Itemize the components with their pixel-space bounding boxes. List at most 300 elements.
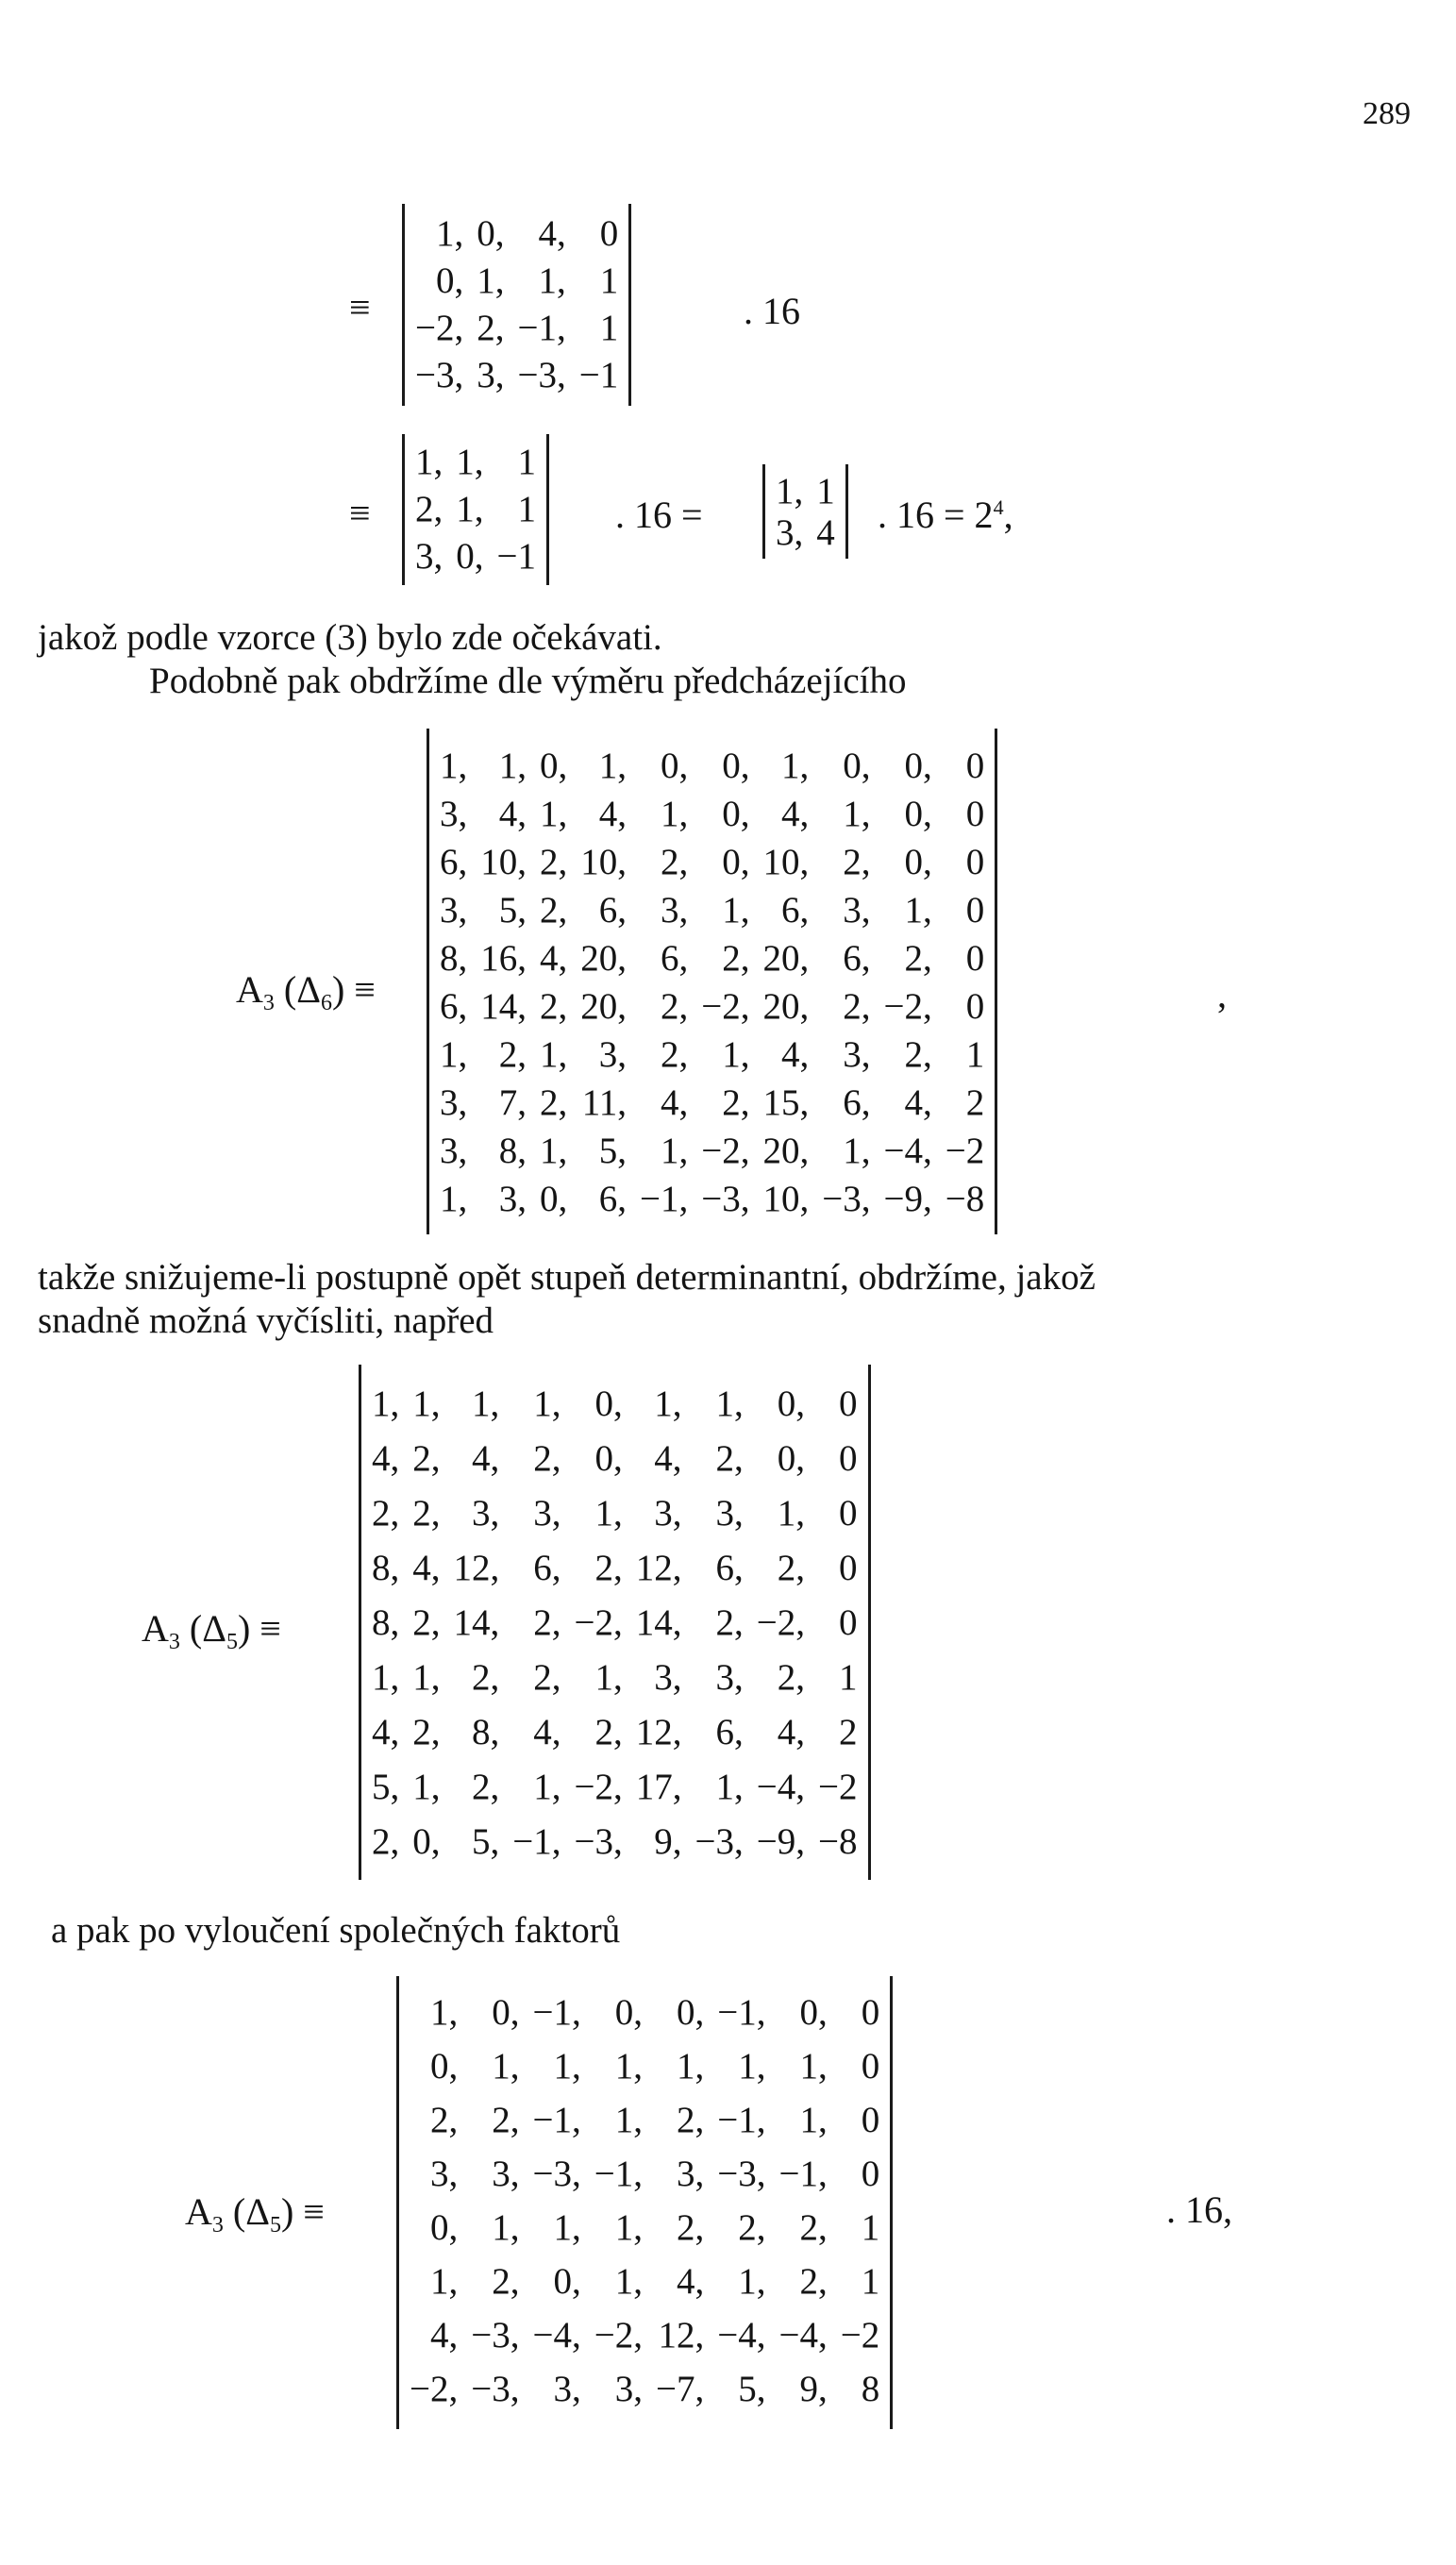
matrix-cell: 12, — [658, 2315, 705, 2355]
matrix-cell: 8, — [472, 1711, 500, 1752]
matrix-cell: −1, — [512, 1820, 561, 1862]
exponent: 4 — [993, 495, 1004, 519]
matrix-cell: 1, — [722, 890, 750, 930]
matrix-cell: 0 — [965, 746, 985, 786]
matrix-cell: 0, — [477, 212, 505, 254]
matrix-row — [396, 2093, 893, 2147]
matrix-row — [402, 257, 631, 304]
matrix-cell: 6, — [715, 1547, 744, 1588]
matrix-cell: 0, — [540, 1179, 568, 1219]
matrix-row — [396, 1986, 893, 2039]
matrix-cell: 17, — [635, 1766, 682, 1807]
matrix-cell: 1, — [472, 1383, 500, 1424]
matrix-cell: 2, — [430, 2100, 459, 2140]
matrix-cell: 6, — [440, 986, 468, 1027]
matrix-cell: 3, — [553, 2369, 581, 2409]
eq2-result: . $16 = 2^4$, — [878, 494, 1013, 536]
matrix-cell: −1, — [532, 1992, 581, 2033]
matrix-cell: 2, — [498, 1034, 527, 1075]
matrix-cell: 1, — [430, 1992, 459, 2033]
matrix-cell: 6, — [440, 842, 468, 882]
matrix-cell: 1, — [372, 1656, 400, 1698]
matrix-row — [762, 470, 848, 511]
matrix-cell: −4, — [756, 1766, 805, 1807]
matrix-cell: 4, — [538, 212, 566, 254]
matrix-cell: 2, — [738, 2207, 766, 2248]
matrix-cell: 4, — [677, 2261, 705, 2302]
matrix-cell: 1, — [436, 212, 464, 254]
matrix-cell: 0 — [861, 2100, 880, 2140]
matrix-cell: 3, — [440, 1082, 468, 1123]
matrix-cell: 1 — [599, 260, 619, 301]
matrix-cell: 1 — [839, 1656, 858, 1698]
matrix-cell: 4, — [412, 1547, 441, 1588]
matrix-cell: 2, — [540, 890, 568, 930]
matrix-cell: 1, — [372, 1383, 400, 1424]
matrix-cell: −1, — [517, 307, 566, 348]
page-number: 289 — [1363, 96, 1411, 131]
determinant-3 — [427, 729, 997, 1234]
matrix-cell: 1, — [412, 1383, 441, 1424]
matrix-cell: 4 — [816, 511, 835, 553]
matrix-cell: 3, — [492, 2154, 520, 2194]
matrix-cell: −2 — [818, 1766, 858, 1807]
matrix-cell: 2, — [777, 1547, 805, 1588]
matrix-cell: 0, — [456, 535, 484, 577]
determinant-1 — [402, 204, 631, 406]
matrix-cell: −2, — [574, 1766, 623, 1807]
matrix-cell: 1, — [661, 794, 689, 834]
matrix-row — [396, 2362, 893, 2416]
matrix-cell: 2, — [412, 1711, 441, 1752]
matrix-cell: 2, — [412, 1601, 441, 1643]
matrix-cell: 1 — [965, 1034, 985, 1075]
matrix-cell: 2, — [722, 1082, 750, 1123]
matrix-cell: 4, — [777, 1711, 805, 1752]
matrix-cell: 2, — [533, 1601, 561, 1643]
matrix-cell: 3, — [677, 2154, 705, 2194]
matrix-cell: 2, — [677, 2207, 705, 2248]
matrix-cell: 4, — [498, 794, 527, 834]
matrix-cell: 2, — [777, 1656, 805, 1698]
matrix-cell: 1, — [492, 2207, 520, 2248]
matrix-cell: 0, — [722, 842, 750, 882]
matrix-cell: 5, — [738, 2369, 766, 2409]
matrix-cell: 0, — [677, 1992, 705, 2033]
matrix-cell: 1, — [540, 1034, 568, 1075]
determinant-4 — [359, 1365, 871, 1880]
matrix-cell: 16, — [480, 938, 527, 979]
matrix-cell: 6, — [715, 1711, 744, 1752]
matrix-cell: 0, — [843, 746, 871, 786]
matrix-cell: 1, — [553, 2046, 581, 2087]
matrix-cell: 1, — [412, 1656, 441, 1698]
matrix-cell: 2, — [715, 1601, 744, 1643]
matrix-row — [402, 532, 549, 579]
matrix-cell: −3, — [415, 354, 464, 395]
determinant-2b — [762, 464, 848, 559]
matrix-cell: 0 — [839, 1601, 858, 1643]
matrix-cell: 1, — [799, 2100, 828, 2140]
matrix-cell: 1, — [538, 260, 566, 301]
matrix-cell: 3, — [661, 890, 689, 930]
matrix-cell: 2, — [540, 842, 568, 882]
matrix-row — [762, 511, 848, 553]
matrix-cell: 4, — [372, 1437, 400, 1479]
matrix-cell: 1, — [715, 1766, 744, 1807]
matrix-cell: 1, — [553, 2207, 581, 2248]
matrix-cell: 1, — [904, 890, 932, 930]
matrix-cell: 2, — [412, 1492, 441, 1534]
matrix-cell: 1, — [843, 1131, 871, 1171]
matrix-row — [396, 2308, 893, 2362]
matrix-cell: −3, — [517, 354, 566, 395]
matrix-cell: 2, — [722, 938, 750, 979]
matrix-cell: 20, — [580, 938, 627, 979]
matrix-cell: −2, — [410, 2369, 459, 2409]
matrix-cell: −4, — [717, 2315, 766, 2355]
matrix-cell: 6, — [843, 938, 871, 979]
matrix-cell: 3, — [614, 2369, 643, 2409]
matrix-cell: 3, — [843, 1034, 871, 1075]
matrix-row — [359, 1595, 871, 1650]
matrix-cell: 4, — [533, 1711, 561, 1752]
matrix-row — [359, 1431, 871, 1485]
matrix-cell: 0, — [904, 842, 932, 882]
matrix-row — [396, 2147, 893, 2201]
matrix-row — [359, 1814, 871, 1869]
eq5-lhs: $A_3$ $(\Delta_5)$ ≡ — [185, 2190, 325, 2238]
matrix-cell: 4, — [661, 1082, 689, 1123]
matrix-cell: −1, — [717, 2100, 766, 2140]
matrix-cell: −1 — [578, 354, 619, 395]
text-line-4: a pak po vyloučení společných faktorů — [51, 1910, 621, 1951]
matrix-cell: 0, — [594, 1437, 623, 1479]
matrix-cell: 8, — [372, 1601, 400, 1643]
matrix-cell: 2, — [412, 1437, 441, 1479]
matrix-cell: −2, — [883, 986, 932, 1027]
matrix-cell: 2, — [372, 1492, 400, 1534]
matrix-cell: 0, — [661, 746, 689, 786]
matrix-cell: 0 — [861, 1992, 880, 2033]
matrix-cell: −2 — [945, 1131, 985, 1171]
matrix-row — [402, 351, 631, 398]
matrix-cell: 1 — [861, 2261, 880, 2302]
matrix-cell: 3, — [715, 1492, 744, 1534]
matrix-cell: 3, — [776, 511, 804, 553]
matrix-cell: −2, — [701, 1131, 750, 1171]
matrix-cell: 1, — [440, 1034, 468, 1075]
matrix-cell: 2, — [472, 1656, 500, 1698]
matrix-row — [359, 1650, 871, 1704]
matrix-row — [427, 1175, 997, 1223]
matrix-cell: −2, — [415, 307, 464, 348]
matrix-cell: 3, — [415, 535, 443, 577]
eq4-lhs: $A_3$ $(\Delta_5)$ ≡ — [142, 1607, 281, 1654]
matrix-cell: 20, — [580, 986, 627, 1027]
matrix-cell: −3, — [695, 1820, 744, 1862]
matrix-cell: 0 — [861, 2154, 880, 2194]
matrix-cell: 14, — [453, 1601, 500, 1643]
matrix-cell: 2, — [492, 2100, 520, 2140]
matrix-cell: 0, — [904, 746, 932, 786]
matrix-cell: 2, — [661, 1034, 689, 1075]
matrix-cell: 0 — [965, 890, 985, 930]
matrix-cell: 2, — [904, 938, 932, 979]
matrix-cell: 3, — [598, 1034, 627, 1075]
matrix-cell: −4, — [883, 1131, 932, 1171]
matrix-cell: 2, — [799, 2261, 828, 2302]
matrix-cell: 5, — [498, 890, 527, 930]
matrix-cell: 0, — [722, 746, 750, 786]
matrix-row — [427, 934, 997, 982]
matrix-row — [359, 1759, 871, 1814]
matrix-cell: 0, — [799, 1992, 828, 2033]
matrix-cell: 1, — [492, 2046, 520, 2087]
matrix-cell: 5, — [472, 1820, 500, 1862]
matrix-cell: 0 — [839, 1437, 858, 1479]
matrix-cell: 2, — [372, 1820, 400, 1862]
matrix-cell: 2, — [799, 2207, 828, 2248]
matrix-cell: 0, — [553, 2261, 581, 2302]
matrix-cell: 0, — [430, 2046, 459, 2087]
matrix-cell: −2, — [594, 2315, 643, 2355]
matrix-cell: 9, — [799, 2369, 828, 2409]
matrix-cell: −8 — [818, 1820, 858, 1862]
matrix-cell: −3, — [701, 1179, 750, 1219]
matrix-cell: 1, — [456, 441, 484, 482]
matrix-cell: 6, — [598, 1179, 627, 1219]
matrix-cell: −1, — [594, 2154, 643, 2194]
matrix-cell: 4, — [654, 1437, 682, 1479]
matrix-cell: 3, — [440, 1131, 468, 1171]
matrix-cell: 4, — [430, 2315, 459, 2355]
matrix-cell: 2, — [843, 986, 871, 1027]
matrix-cell: 1 — [517, 488, 536, 529]
matrix-cell: 0 — [965, 842, 985, 882]
matrix-cell: 0 — [839, 1547, 858, 1588]
matrix-row — [427, 838, 997, 886]
matrix-row — [402, 304, 631, 351]
matrix-cell: 2, — [492, 2261, 520, 2302]
matrix-cell: 1, — [598, 746, 627, 786]
matrix-cell: 0, — [614, 1992, 643, 2033]
matrix-cell: 4, — [472, 1437, 500, 1479]
matrix-cell: 14, — [635, 1601, 682, 1643]
matrix-cell: 0 — [861, 2046, 880, 2087]
matrix-row — [427, 982, 997, 1031]
eq5-factor: . 16, — [1166, 2188, 1232, 2231]
matrix-cell: 1, — [594, 1492, 623, 1534]
matrix-cell: 8, — [498, 1131, 527, 1171]
eq3-lhs: $A_3$ $(\Delta_6)$ ≡ — [236, 968, 376, 1015]
matrix-cell: 1, — [781, 746, 810, 786]
matrix-cell: 9, — [654, 1820, 682, 1862]
matrix-cell: 0 — [965, 794, 985, 834]
matrix-cell: 1, — [715, 1383, 744, 1424]
matrix-cell: −1, — [778, 2154, 828, 2194]
matrix-cell: 1, — [738, 2261, 766, 2302]
matrix-row — [359, 1540, 871, 1595]
matrix-cell: 0, — [492, 1992, 520, 2033]
matrix-cell: 4, — [598, 794, 627, 834]
matrix-row — [427, 1127, 997, 1175]
matrix-cell: 1, — [533, 1383, 561, 1424]
matrix-cell: 0 — [839, 1492, 858, 1534]
matrix-cell: 0, — [436, 260, 464, 301]
matrix-cell: 1, — [661, 1131, 689, 1171]
text-line-3b: snadně možná vyčísliti, napřed — [38, 1300, 494, 1341]
matrix-cell: 0, — [594, 1383, 623, 1424]
matrix-cell: 4, — [904, 1082, 932, 1123]
text-line-2: Podobně pak obdržíme dle výměru předcházejícího — [149, 661, 907, 701]
matrix-cell: −2 — [840, 2315, 880, 2355]
matrix-cell: 4, — [540, 938, 568, 979]
matrix-row — [396, 2255, 893, 2308]
matrix-cell: −9, — [883, 1179, 932, 1219]
text-line-3a: takže snižujeme-li postupně opět stupeň determinantní, obdržíme, jakož — [38, 1257, 1096, 1298]
matrix-cell: 4, — [372, 1711, 400, 1752]
matrix-cell: 0, — [777, 1437, 805, 1479]
matrix-cell: 2, — [472, 1766, 500, 1807]
matrix-cell: 1, — [614, 2046, 643, 2087]
matrix-row — [427, 1079, 997, 1127]
matrix-cell: 1, — [614, 2100, 643, 2140]
matrix-cell: 1, — [776, 470, 804, 511]
matrix-cell: 10, — [580, 842, 627, 882]
matrix-cell: 2, — [533, 1656, 561, 1698]
matrix-cell: 10, — [762, 1179, 810, 1219]
matrix-cell: 1, — [594, 1656, 623, 1698]
matrix-cell: −3, — [574, 1820, 623, 1862]
matrix-cell: 4, — [781, 1034, 810, 1075]
matrix-cell: −8 — [945, 1179, 985, 1219]
matrix-cell: 0, — [540, 746, 568, 786]
matrix-cell: 15, — [762, 1082, 810, 1123]
matrix-cell: 6, — [781, 890, 810, 930]
matrix-cell: 1, — [799, 2046, 828, 2087]
matrix-cell: 2, — [843, 842, 871, 882]
matrix-cell: 1, — [412, 1766, 441, 1807]
matrix-cell: 2, — [715, 1437, 744, 1479]
matrix-cell: 3, — [477, 354, 505, 395]
matrix-cell: 1, — [456, 488, 484, 529]
matrix-cell: 14, — [480, 986, 527, 1027]
matrix-cell: 2, — [661, 842, 689, 882]
matrix-cell: 1 — [816, 470, 835, 511]
matrix-cell: 2, — [594, 1547, 623, 1588]
matrix-cell: 0 — [965, 986, 985, 1027]
matrix-cell: 1, — [477, 260, 505, 301]
matrix-cell: 1, — [440, 746, 468, 786]
matrix-row — [396, 2201, 893, 2255]
matrix-cell: 1 — [517, 441, 536, 482]
matrix-cell: 20, — [762, 938, 810, 979]
matrix-cell: −2, — [574, 1601, 623, 1643]
matrix-cell: 3, — [498, 1179, 527, 1219]
matrix-cell: 8, — [440, 938, 468, 979]
matrix-cell: 2, — [904, 1034, 932, 1075]
matrix-cell: −1, — [532, 2100, 581, 2140]
matrix-row — [427, 742, 997, 790]
matrix-cell: −1 — [496, 535, 536, 577]
matrix-cell: 2 — [965, 1082, 985, 1123]
matrix-cell: 2, — [540, 1082, 568, 1123]
matrix-cell: 1, — [540, 1131, 568, 1171]
matrix-cell: 1, — [677, 2046, 705, 2087]
matrix-row — [359, 1704, 871, 1759]
matrix-cell: 7, — [498, 1082, 527, 1123]
matrix-cell: 3, — [533, 1492, 561, 1534]
matrix-cell: 12, — [635, 1711, 682, 1752]
matrix-cell: 2, — [477, 307, 505, 348]
matrix-cell: 10, — [480, 842, 527, 882]
matrix-cell: 1, — [430, 2261, 459, 2302]
matrix-cell: 20, — [762, 1131, 810, 1171]
matrix-cell: 1, — [777, 1492, 805, 1534]
matrix-cell: 0, — [777, 1383, 805, 1424]
matrix-cell: 3, — [654, 1492, 682, 1534]
matrix-cell: 1 — [861, 2207, 880, 2248]
matrix-cell: 3, — [715, 1656, 744, 1698]
matrix-cell: 20, — [762, 986, 810, 1027]
matrix-cell: 2, — [415, 488, 443, 529]
matrix-cell: 12, — [635, 1547, 682, 1588]
matrix-cell: 3, — [440, 794, 468, 834]
matrix-cell: 0 — [965, 938, 985, 979]
matrix-cell: 1, — [440, 1179, 468, 1219]
matrix-cell: 1, — [843, 794, 871, 834]
matrix-cell: 0, — [904, 794, 932, 834]
matrix-cell: −3, — [471, 2369, 520, 2409]
matrix-cell: 2, — [677, 2100, 705, 2140]
matrix-cell: 2, — [594, 1711, 623, 1752]
matrix-cell: 1, — [415, 441, 443, 482]
eq2-middle: . 16 = — [615, 494, 703, 536]
matrix-cell: 3, — [430, 2154, 459, 2194]
matrix-row — [427, 1031, 997, 1079]
matrix-row — [427, 886, 997, 934]
matrix-cell: 3, — [472, 1492, 500, 1534]
matrix-cell: 8, — [372, 1547, 400, 1588]
matrix-row — [402, 210, 631, 257]
matrix-cell: 0, — [430, 2207, 459, 2248]
eq1-factor: . 16 — [744, 290, 800, 332]
matrix-cell: 0 — [599, 212, 619, 254]
matrix-cell: 1 — [599, 307, 619, 348]
matrix-cell: 0, — [412, 1820, 441, 1862]
matrix-cell: 1, — [722, 1034, 750, 1075]
matrix-cell: −1, — [717, 1992, 766, 2033]
matrix-row — [396, 2039, 893, 2093]
matrix-row — [427, 790, 997, 838]
matrix-cell: −4, — [778, 2315, 828, 2355]
equiv-sign-1: ≡ — [349, 286, 371, 328]
matrix-cell: 3, — [440, 890, 468, 930]
matrix-cell: 2, — [540, 986, 568, 1027]
matrix-row — [359, 1376, 871, 1431]
matrix-cell: 1, — [540, 794, 568, 834]
eq3-comma: , — [1217, 973, 1227, 1015]
matrix-cell: −2, — [756, 1601, 805, 1643]
matrix-cell: 10, — [762, 842, 810, 882]
matrix-cell: 5, — [372, 1766, 400, 1807]
matrix-cell: 1, — [654, 1383, 682, 1424]
matrix-row — [402, 438, 549, 485]
matrix-cell: 3, — [654, 1656, 682, 1698]
determinant-5 — [396, 1976, 893, 2429]
matrix-cell: 2 — [839, 1711, 858, 1752]
